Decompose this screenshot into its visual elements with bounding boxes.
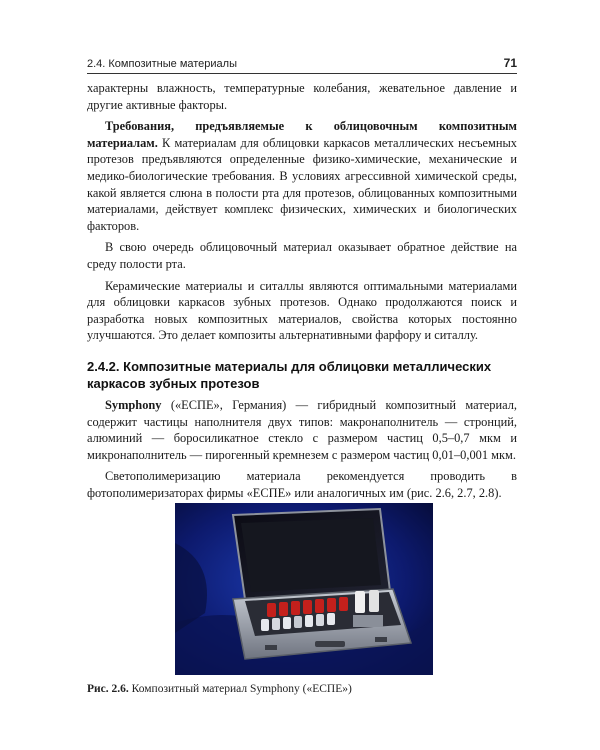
paragraph-ceramics: Керамические материалы и ситаллы являются оптимальными материалами для облицовки каркасов зубных протезов. Однако продолжаются поиск и разработка новых композитных материалов, свойства которых постоянно улучшаются. Это делает композиты альтернативными фарфору и ситаллу. [87,278,517,343]
figure-caption [87,683,517,695]
paragraph-reverse-effect: В свою очередь облицовочный материал оказывает обратное действие на среду полости рта. [87,240,517,271]
running-header [87,56,517,74]
running-header-section: 2.4. Композитные материалы [87,58,237,70]
paragraph-photopolymerization: Светополимеризацию материала рекомендуется проводить в фотополимеризаторах фирмы «ЕСПЕ» или аналогичных им (рис. 2.6, 2.7, 2.8). [87,469,517,500]
paragraph-symphony [87,397,517,463]
paragraph-requirements-body: К материалам для облицовки каркасов металлических несъемных протезов предъявляются определенные физико-химические, механические и медико-биологические требования. В условиях агрессивной химической среды, какой является слюна в полости рта для протезов, облицованных композитными материалами, действует комплекс физических, химических и биологических факторов. [87,135,517,233]
figure-caption-text: Композитный материал Symphony («ЕСПЕ») [128,683,352,695]
section-heading: 2.4.2. Композитные материалы для облицовки металлических каркасов зубных протезов [87,358,492,391]
page-number: 71 [503,56,517,70]
paragraph-continuation: характерны влажность, температурные колебания, жевательное давление и другие активные факторы. [87,81,517,112]
paragraph-requirements [87,118,517,234]
paragraph-symphony-lead: Symphony [105,397,162,412]
paragraph-symphony-body: («ЕСПЕ», Германия) — гибридный композитный материал, содержит частицы наполнителя двух типов: макронаполнитель — стронций, алюминий — боросиликатное стекло с размером частиц 0,5–0,7 мкм и микронаполнитель — пирогенный кремнезем с размером частиц 0,01–0,001 мкм. [87,397,517,462]
symphony-kit-photo [175,503,433,675]
paragraph-requirements-lead: Требования, предъявляемые к облицовочным композитным материалам. [87,119,517,150]
body-text [87,80,517,506]
figure-caption-label: Рис. 2.6. [87,683,129,695]
figure-photo [175,503,433,675]
